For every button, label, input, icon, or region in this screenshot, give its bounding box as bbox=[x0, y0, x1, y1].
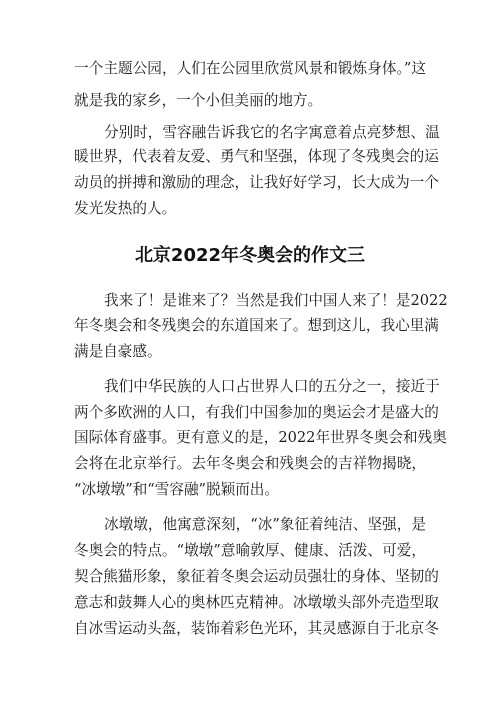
text-line: 自冰雪运动头盔，装饰着彩色光环，其灵感源自于北京冬 bbox=[74, 620, 439, 637]
text-line: 冰墩墩，他寓意深刻，“冰”象征着纯洁、坚强，是 bbox=[104, 516, 426, 533]
text-line: 冬奥会的特点。“墩墩”意喻敦厚、健康、活泼、可爱， bbox=[74, 542, 426, 559]
text-line: “冰墩墩”和“雪容融”脱颖而出。 bbox=[74, 481, 279, 498]
text-line: 意志和鼓舞人心的奥林匹克精神。冰墩墩头部外壳造型取 bbox=[74, 594, 439, 611]
text-line: 发光发热的人。 bbox=[74, 200, 177, 217]
text-line: 满是自豪感。 bbox=[74, 343, 162, 360]
text-line: 国际体育盛事。更有意义的是，2022年世界冬奥会和残奥 bbox=[74, 429, 447, 446]
text-line: 动员的拼搏和激励的理念，让我好好学习，长大成为一个 bbox=[74, 174, 439, 191]
text-line: 会将在北京举行。去年冬奥会和残奥会的吉祥物揭晓， bbox=[74, 455, 426, 472]
text-line: 一个主题公园，人们在公园里欣赏风景和锻炼身体。”这 bbox=[74, 60, 426, 77]
text-line: 年冬奥会和冬残奥会的东道国来了。想到这儿，我心里满 bbox=[74, 317, 439, 334]
section-heading: 北京2022年冬奥会的作文三 bbox=[134, 245, 366, 266]
text-line: 契合熊猫形象，象征着冬奥会运动员强壮的身体、坚韧的 bbox=[74, 568, 439, 585]
text-line: 分别时，雪容融告诉我它的名字寓意着点亮梦想、温 bbox=[104, 124, 440, 141]
text-line: 我来了！是谁来了？当然是我们中国人来了！是2022 bbox=[104, 292, 448, 309]
text-line: 暖世界，代表着友爱、勇气和坚强，体现了冬残奥会的运 bbox=[74, 148, 439, 165]
text-line: 两个多欧洲的人口，有我们中国参加的奥运会才是盛大的 bbox=[74, 404, 439, 421]
text-line: 我们中华民族的人口占世界人口的五分之一，接近于 bbox=[104, 378, 440, 395]
text-line: 就是我的家乡，一个小但美丽的地方。 bbox=[74, 92, 323, 109]
